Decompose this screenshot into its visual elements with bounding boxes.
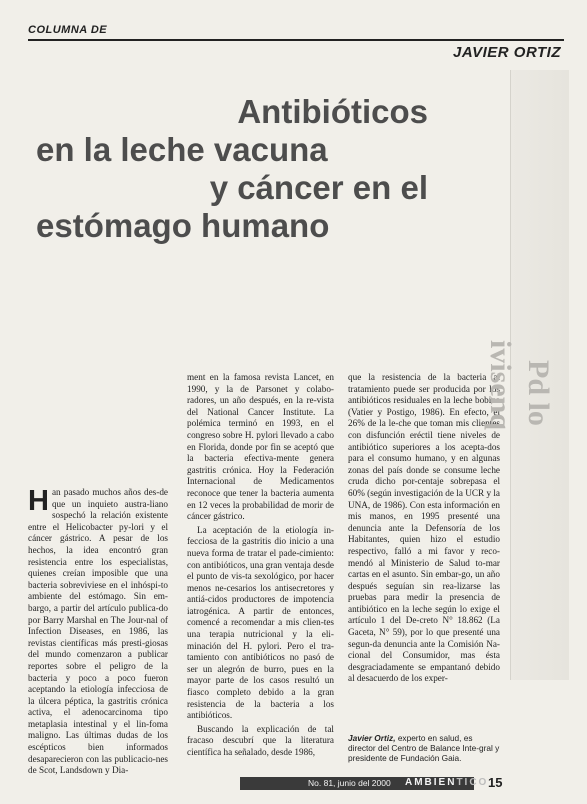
page-number: 15 (488, 775, 503, 790)
bio-text: experto en salud, es director del Centro de Balance Inte-gral y presidente de Fundación Gaia. (348, 733, 500, 763)
paragraph: que la resistencia de la bacteria al tratamiento puede ser producida por los antibióticos residuales en la leche bobina (Vatier y Postigo, 1986). En efecto, el 26% de la le-che que toman mis clientes con disfunción eréctil tiene niveles de antibiótico superiores a los acepta-dos para el consumo humano, y en algunas zonas del país donde se consume leche cruda dicho por-centaje sobrepasa el 60% (según investigación de la UCR y la UNA, de 1986). Con esta información en mis manos, en 1995 presenté una denuncia ante la Defensoría de los Habitantes, quien hizo el estudio respectivo, falló a mi favor y reco-mendó al Ministerio de Salud to-mar cartas en el asunto. Sin embar-go, un año después seguían sin rea-lizarse las pruebas para medir la presencia de antibiótico en la leche según lo exige el artículo 1 del De-creto N° 18.862 (La Gaceta, N° 59), por lo que presenté una segun-da denuncia ante la Comisión Na-cional del Consumidor, mas ésta desgraciadamente se empantanó debido al desacuerdo de los exper- (348, 372, 500, 684)
paragraph-text: an pasado muchos años des-de que un inquieto austra-liano sospechó la relación existente entre el Helicobacter py-lori y el cáncer gástrico. A pesar de los hechos, la idea encontró gran resistencia entre los especialistas, quienes creían imposible que una bacteria sobreviviese en el inhóspi-to ambiente del estómago. Sin em-bargo, a partir del artículo publica-do por Barry Marshal en The Jour-nal of Infection Diseases, en 1986, las revistas científicas más presti-giosas del mundo comenzaron a publicar reportes sobre el peligro de la bacteria y poco a poco fueron aceptando la etiología infecciosa de la úlcera péptica, la gastritis crónica activa, el adenocarcinoma tipo metaplasia intestinal y el lin-foma maligno. Las últimas dudas de los escépticos bien informados desaparecieron con las publicacio-nes de Scot, Landsdown y Dia- (28, 487, 168, 776)
author-name: JAVIER ORTIZ (453, 44, 561, 61)
headline-line-2: en la leche vacuna (36, 131, 328, 168)
drop-cap: H (28, 485, 49, 517)
magazine-name (405, 776, 488, 790)
paragraph: Buscando la explicación de tal fracaso descubrí que la literatura científica ha señalado, desde 1986, (187, 723, 334, 757)
magazine-name-b: TICO (456, 777, 489, 788)
bio-name: Javier Ortiz, (348, 733, 396, 743)
magazine-name-a: AMBIEN (405, 777, 457, 788)
paragraph: La aceptación de la etiología in-fecciosa de la gastritis dio inicio a una nueva forma de tratar el pade-cimiento: con antibióticos, una gran ventaja desde el punto de vis-ta sexológico, por hacer menos ne-cesarios los antisecretores y antiá-cidos productores de impotencia iatrogénica. A partir de entonces, comencé a recomendar a mis clien-tes una terapia nutricional y la eli-minación del H. pylori. Pero el tra-tamiento con antibióticos no pasó de ser un alegrón de burro, pues en la mayor parte de los casos resultó un fiasco completo debido a la gran resistencia de la bacteria a los antibióticos. (187, 524, 334, 721)
article-headline (36, 93, 428, 245)
bleed-text-line-1: ivisenq (484, 340, 517, 431)
headline-line-1: Antibióticos (237, 93, 428, 130)
article-column-3 (348, 372, 500, 687)
article-column-1 (28, 487, 168, 779)
article-column-2 (187, 372, 334, 761)
headline-line-4: estómago humano (36, 207, 330, 244)
headline-line-3: y cáncer en el (209, 169, 428, 206)
facing-page-bleed (484, 70, 569, 680)
header-rule (28, 39, 564, 41)
paragraph (28, 487, 168, 777)
bleed-text-line-2: Pd lo (522, 360, 555, 426)
paragraph: ment en la famosa revista Lancet, en 1990, y la de Parsonet y colabo-radores, un año después, en la re-vista del National Cancer Institute. La polémica terminó en 1993, en el congreso sobre H. pylori llevado a cabo en Florida, donde por fin se aceptó que la bacteria efectiva-mente genera gastritis crónica. Hoy la Federación Internacional de Medicamentos reconoce que tener la bacteria aumenta en 12 veces la probabilidad de morir de cáncer gástrico. (187, 372, 334, 522)
issue-info: No. 81, junio del 2000 (308, 778, 391, 788)
column-label: COLUMNA DE (28, 24, 108, 36)
author-bio (348, 733, 500, 763)
